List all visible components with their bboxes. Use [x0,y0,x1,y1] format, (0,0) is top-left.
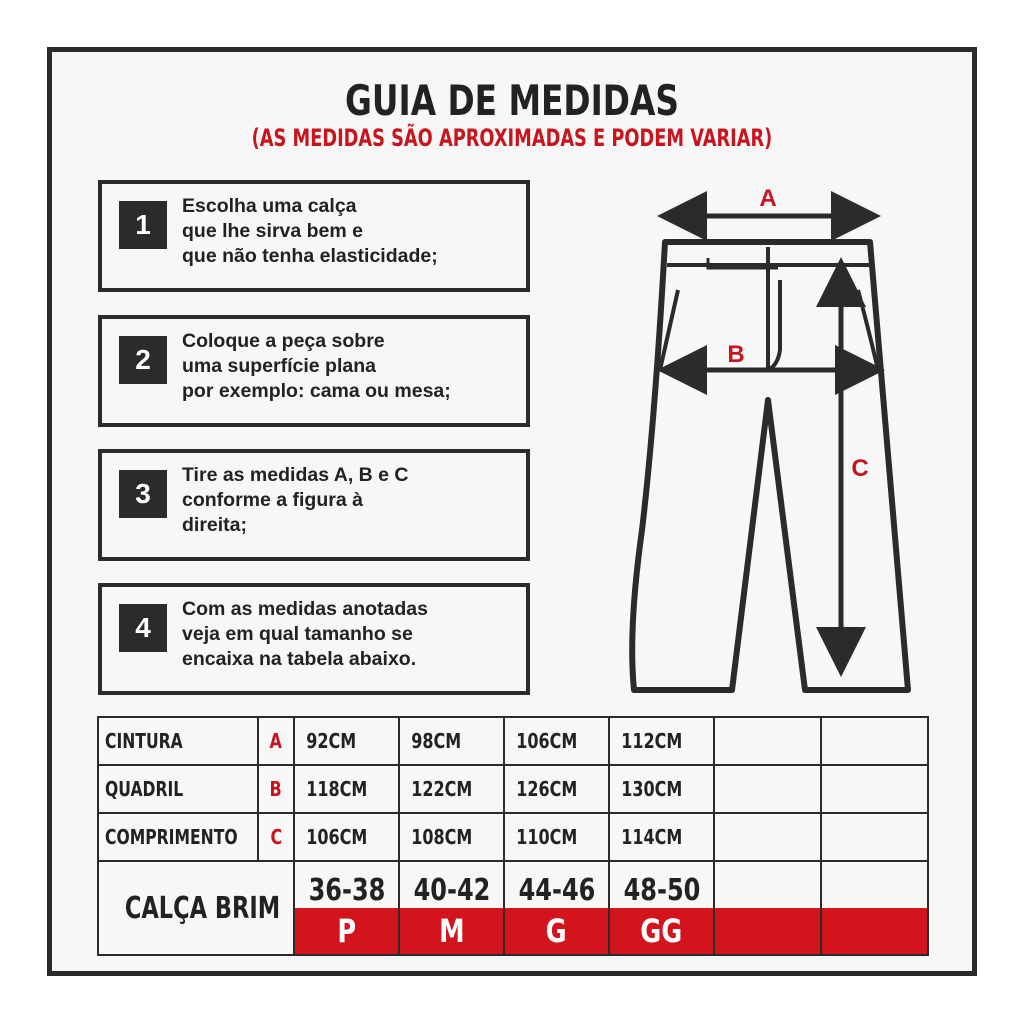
size-tag: GG [610,908,713,954]
table-row [98,717,928,765]
size-range: 48-50 [623,873,700,908]
step-text-line: conforme a figura à [182,489,363,511]
step-text [182,597,527,672]
step-text [182,463,527,538]
step-text-line: que não tenha elasticidade; [182,245,438,267]
step-text-line: encaixa na tabela abaixo. [182,648,417,670]
table-cell [714,765,821,813]
table-cell: 108CM [399,813,504,861]
table-cell [821,813,928,861]
table-cell: 98CM [399,717,504,765]
table-cell [714,813,821,861]
label-b: B [727,341,745,368]
step-3-box [98,449,530,561]
label-c: C [851,455,869,482]
table-cell: 112CM [609,717,714,765]
step-text-line: veja em qual tamanho se [182,623,413,645]
size-range [715,862,820,908]
row-letter: B [258,765,294,813]
size-table [97,716,929,956]
pants-outline [665,170,920,242]
table-cell [714,717,821,765]
table-row [98,765,928,813]
step-text-line: por exemplo: cama ou mesa; [182,380,451,402]
step-text [182,194,527,269]
size-range: 36-38 [308,873,385,908]
size-tag [822,908,927,954]
row-letter: A [258,717,294,765]
size-range [822,862,927,908]
table-cell: 92CM [294,717,399,765]
row-label: CINTURA [98,717,258,765]
size-cell [504,861,609,955]
step-text-line: Coloque a peça sobre [182,330,385,352]
size-tag: M [400,908,503,954]
size-row [98,861,928,955]
table-cell: 110CM [504,813,609,861]
table-cell: 122CM [399,765,504,813]
size-tag: G [505,908,608,954]
row-label: COMPRIMENTO [98,813,258,861]
size-range: 40-42 [413,873,490,908]
step-text-line: uma superfície plana [182,355,376,377]
size-cell [714,861,821,955]
label-a: A [759,185,777,212]
table-cell: 130CM [609,765,714,813]
step-text-line: que lhe sirva bem e [182,220,363,242]
step-text-line: Escolha uma calça [182,195,357,217]
table-cell [821,717,928,765]
row-letter: C [258,813,294,861]
size-cell [821,861,928,955]
step-2-box [98,315,530,427]
size-range: 44-46 [518,873,595,908]
step-number: 1 [119,201,167,249]
page-title: GUIA DE MEDIDAS [345,76,679,125]
step-text-line: direita; [182,514,248,536]
step-text-line: Tire as medidas A, B e C [182,464,409,486]
step-text [182,329,527,404]
step-4-box [98,583,530,695]
table-cell: 126CM [504,765,609,813]
step-number: 2 [119,336,167,384]
row-label: QUADRIL [98,765,258,813]
size-cell [609,861,714,955]
step-1-box [98,180,530,292]
page-subtitle: (AS MEDIDAS SÃO APROXIMADAS E PODEM VARIAR) [251,124,773,152]
step-text-line: Com as medidas anotadas [182,598,428,620]
size-cell [294,861,399,955]
table-cell [821,765,928,813]
size-tag [715,908,820,954]
pants-diagram [620,170,920,700]
table-row [98,813,928,861]
table-cell: 106CM [294,813,399,861]
size-tag: P [295,908,398,954]
step-number: 3 [119,470,167,518]
step-number: 4 [119,604,167,652]
product-label: CALÇA BRIM [98,861,294,955]
size-cell [399,861,504,955]
table-cell: 118CM [294,765,399,813]
table-cell: 114CM [609,813,714,861]
table-cell: 106CM [504,717,609,765]
